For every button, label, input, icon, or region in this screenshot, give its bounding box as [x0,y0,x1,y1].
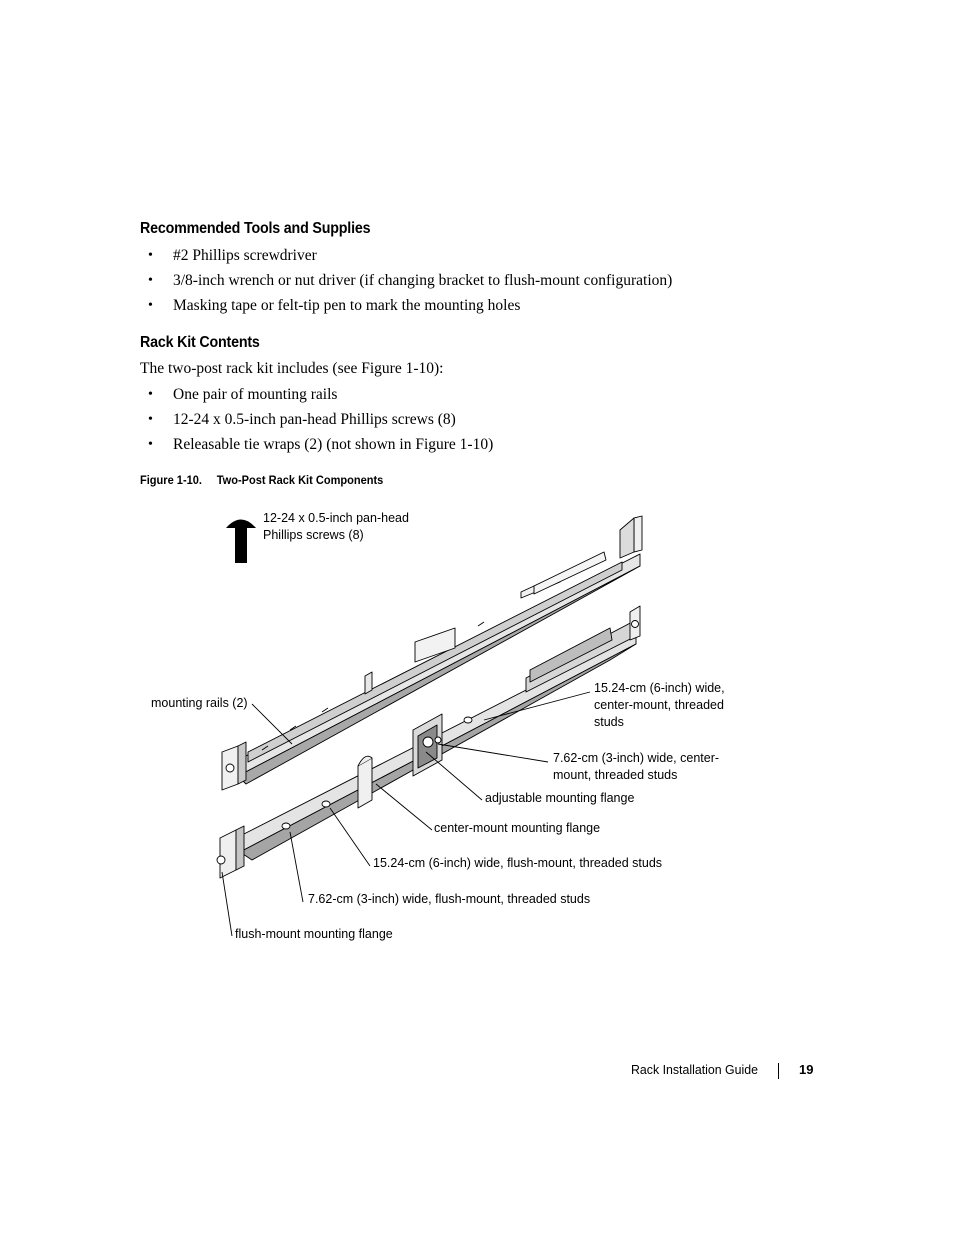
list-item: • Releasable tie wraps (2) (not shown in Figure 1-10) [148,436,494,453]
screw-illustration [226,520,256,564]
callout-center-3in-line2: mount, threaded studs [553,768,678,782]
callout-center-3in-line1: 7.62-cm (3-inch) wide, center- [553,751,720,765]
figure-label: Figure 1-10. [140,473,202,487]
bullet: • [148,437,153,452]
callout-mounting-rails: mounting rails (2) [151,696,248,710]
callout-screws-line2: Phillips screws (8) [263,528,364,542]
list-item: • 12-24 x 0.5-inch pan-head Phillips screws (8) [148,411,456,428]
page-number: 19 [799,1062,814,1077]
callout-screws-line1: 12-24 x 0.5-inch pan-head [263,511,409,525]
bullet: • [148,273,153,288]
section-heading-tools: Recommended Tools and Supplies [140,220,371,237]
bullet: • [148,387,153,402]
footer-title: Rack Installation Guide [631,1062,759,1077]
callout-center-flange: center-mount mounting flange [434,821,601,835]
list-item: • Masking tape or felt-tip pen to mark the mounting holes [148,297,521,314]
list-item: • #2 Phillips screwdriver [148,247,317,264]
footer-separator [778,1063,779,1079]
bullet: • [148,412,153,427]
list-item: • 3/8-inch wrench or nut driver (if changing bracket to flush-mount configuration) [148,272,673,289]
kit-intro: The two-post rack kit includes (see Figure 1-10): [140,360,444,377]
callout-flush-6in: 15.24-cm (6-inch) wide, flush-mount, threaded studs [373,856,663,870]
bullet: • [148,248,153,263]
callout-center-6in-line2: center-mount, threaded [594,698,724,712]
callout-flush-3in: 7.62-cm (3-inch) wide, flush-mount, threaded studs [308,892,591,906]
bullet: • [148,298,153,313]
callout-center-6in-line3: studs [594,715,624,729]
section-heading-kit: Rack Kit Contents [140,334,260,351]
figure-title: Two-Post Rack Kit Components [216,473,384,487]
callout-flush-flange: flush-mount mounting flange [235,927,393,941]
list-item: • One pair of mounting rails [148,386,338,403]
callout-center-6in-line1: 15.24-cm (6-inch) wide, [594,681,725,695]
callout-adjustable-flange: adjustable mounting flange [485,791,635,805]
